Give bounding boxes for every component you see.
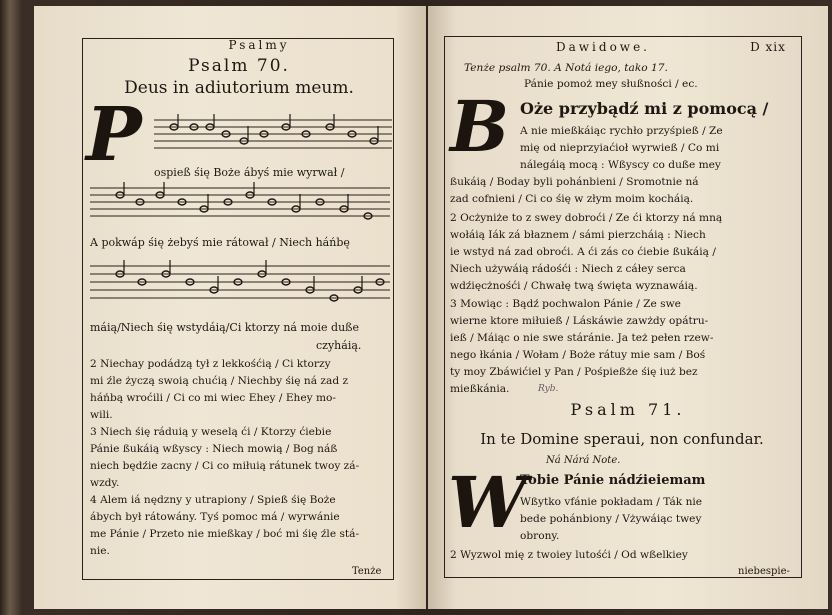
verse-line: 2 Ocżyniże to z swey dobroći / Ze ći ktorzy ná mną (450, 212, 723, 224)
left-page (34, 6, 426, 609)
para-first-line: Tobie Pánie nádźieiemam (520, 473, 706, 488)
verse-line: 4 Alem iá nędzny y utrapiony / Spieß śię Boże (90, 494, 336, 506)
melody-note: Tenże psalm 70. A Notá iego, tako 17. (464, 62, 668, 74)
handwritten-annotation: Ryb. (538, 384, 559, 394)
drop-initial: P (86, 92, 142, 178)
para-line: ßukáią / Boday byli pohánbieni / Sromotnie ná (450, 176, 699, 188)
latin-incipit: In te Domine speraui, non confundar. (480, 430, 764, 448)
catchword: niebespie- (738, 566, 790, 577)
verse-line: nego łkánia / Wołam / Boże rátuy mie sam / Boś (450, 349, 706, 361)
drop-initial: W (448, 461, 527, 544)
verse-line: wili. (90, 409, 113, 421)
running-head: Psalmy (228, 38, 290, 52)
verse-line: 3 Mowiąc : Bądź pochwalon Pánie / Ze swe (450, 298, 681, 310)
latin-incipit: Deus in adiutorium meum. (124, 78, 354, 98)
verse-line: me Pánie / Przeto nie mießkay / boć mi śię źle stá- (90, 528, 360, 540)
verse-line: mi źle życzą swoią chućią / Niechby śię ná zad z (90, 375, 349, 387)
para-line: nálegáią mocą : Wßyscy co duße mey (520, 159, 721, 171)
lyric-line: ospieß śię Boże ábyś mie wyrwał / (154, 166, 345, 179)
para-line: mię od nieprzyiaćioł wyrwieß / Co mi (520, 142, 720, 154)
verse-line: Niech używáią rádośći : Niech z cáłey serca (450, 263, 686, 275)
verse-line: wdźięcżnośći / Chwałę twą święta wyznawáią. (450, 280, 698, 292)
right-page (428, 6, 828, 609)
verse-line: mießkánia. (450, 383, 510, 395)
verse-line: 2 Niechay podádzą tył z lekkośćią / Ci ktorzy (90, 358, 331, 370)
lyric-line: czyháią. (316, 339, 362, 352)
music-staff-1 (154, 114, 392, 154)
lyric-line: A pokwáp śię żebyś mie rátował / Niech háńbę (90, 236, 350, 249)
signature-mark: D xix (750, 40, 786, 54)
verse-line: ábych był rátowány. Tyś pomoc má / wyrwánie (90, 511, 340, 523)
verse-line: wołáią Iák zá błaznem / sámi pierzcháią : Niech (450, 229, 706, 241)
para-line: bede pohánbiony / Vżywáiąc twey (520, 513, 702, 525)
para-line: Wßytko vfánie pokładam / Ták nie (520, 496, 703, 508)
catchword: Tenże (352, 566, 382, 577)
verse-line: niech będźie zacny / Ci co miłuią rátunek twoy zá- (90, 460, 360, 472)
lyric-line: máią/Niech śię wstydáią/Ci ktorzy ná moie duße (90, 321, 360, 334)
verse-line: ieß / Máiąc o nie swe stáránie. Ja też pełen rzew- (450, 332, 714, 344)
verse-line: 3 Niech śię ráduią y weselą ći / Ktorzy ćiebie (90, 426, 332, 438)
melody-note: Ná Nárá Note. (546, 455, 621, 466)
verse-line: nie. (90, 545, 110, 557)
music-staff-3 (90, 256, 390, 312)
psalm-title: Psalm 70. (188, 56, 290, 76)
running-head: Dawidowe. (556, 40, 650, 54)
melody-note-2: Pánie pomoż mey słußności / ec. (524, 78, 698, 90)
verse-line: 2 Wyzwol mię z twoiey lutośći / Od wßelkiey (450, 549, 688, 561)
verse-line: háńbą wroćili / Ci co mi wiec Ehey / Ehey mo- (90, 392, 336, 404)
drop-initial: B (450, 85, 510, 168)
verse-line: wzdy. (90, 477, 120, 489)
verse-line: Pánie ßukáią wßyscy : Niech mowią / Bog náß (90, 443, 338, 455)
verse-line: wierne ktore miłuieß / Láskáwie zawżdy opátru- (450, 315, 709, 327)
para-line: obrony. (520, 530, 560, 542)
para-line: A nie mießkáiąc rychło przyśpieß / Ze (520, 125, 723, 137)
verse-line: ty moy Zbáwićiel y Pan / Pośpießże śię iuż bez (450, 366, 698, 378)
psalm-title: Psalm 71. (570, 400, 686, 419)
para-first-line: Oże przybądź mi z pomocą / (520, 99, 769, 118)
verse-line: ie wstyd ná zad obroći. A ći zás co ćiebie ßukáią / (450, 246, 716, 258)
para-line: zad cofnieni / Ci co śię w złym moim kocháią. (450, 193, 694, 205)
music-staff-2 (90, 182, 390, 224)
